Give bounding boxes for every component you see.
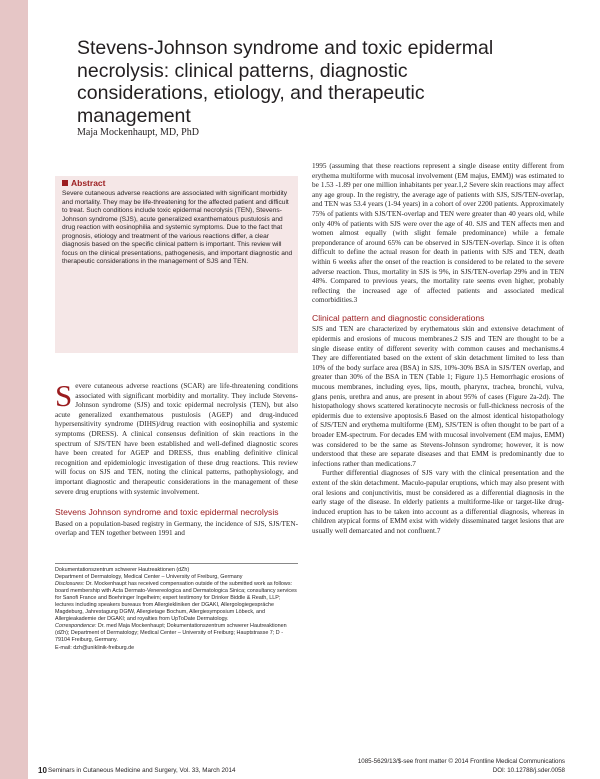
page-number: 10	[38, 766, 47, 775]
square-bullet-icon	[62, 180, 68, 186]
disclosures-label: Disclosures:	[55, 581, 85, 588]
section1-paragraph: Based on a population-based registry in Germany, the incidence of SJS, SJS/TEN-overlap and TEN together between 1991 and	[55, 519, 298, 538]
footnote-email: E-mail: dzh@uniklinik-freiburg.de	[55, 644, 135, 651]
footnotes	[55, 567, 298, 652]
abstract-heading	[62, 178, 105, 188]
footnote-correspondence	[55, 623, 298, 644]
footer-right	[330, 758, 565, 775]
abstract-heading-label: Abstract	[71, 178, 106, 188]
left-column	[55, 378, 298, 539]
issn-line: 1085-5629/13/$-see front matter © 2014 Frontline Medical Communications	[357, 758, 565, 765]
footnote-affiliation-2: Department of Dermatology, Medical Center – University of Freiburg, Germany	[55, 574, 243, 581]
correspondence-label: Correspondence:	[55, 623, 97, 630]
right-paragraph-2: SJS and TEN are characterized by erythematous skin and extensive detachment of epidermis and erosions of mucous membranes.2 SJS and TEN are thought to be a single disease entity of different severity with common causes and mechanisms.4 They are differentiated based on the extent of skin detachment limited to less than 10% of the body surface area (BSA) in SJS, 10%-30% BSA in SJS/TEN overlap, and greater than 30% of the BSA in TEN (Table 1; Figure 1).5 Hemorrhagic erosions of mucous membranes, including eyes, lips, mouth, pharynx, trachea, bronchi, vulva, glans penis, urethra and anus, are present in about 95% of cases (Figure 2a-2d). The histopathology shows scattered keratinocyte necrosis or full-thickness necrosis of the epidermis due to extensive apoptosis.6 Based on the almost identical histopathology of SJS/TEN and erythema multiforme (EM), SJS/TEN is often thought to be part of a broader EM-spectrum. For decades EM with mucosal involvement (EM majus, EMM) was considered to be the same as Stevens-Johnson syndrome; however, it is now understood that these are separate diseases and that EMM is predominantly due to infections rather than medications.7	[312, 325, 564, 468]
decorative-sidebar	[0, 0, 28, 779]
section-heading-sjs-ten: Stevens Johnson syndrome and toxic epidermal necrolysis	[55, 507, 279, 518]
correspondence-text: Dr. med Maja Mockenhaupt; Dokumentationszentrum schwerer Hautreaktionen (dZh); Department of Dermatology; Medical Center – University of Freiburg; Hauptstrasse 7; D - 79104 Freiburg, Germany.	[55, 623, 287, 644]
author-name: Maja Mockenhaupt, MD, PhD	[77, 127, 199, 138]
footnote-disclosures	[55, 581, 298, 623]
footnote-affiliation-1: Dokumentationszentrum schwerer Hautreaktionen (dZh)	[55, 567, 190, 573]
doi-line: DOI: 10.12788/j.sder.0058	[492, 766, 565, 774]
intro-text: evere cutaneous adverse reactions (SCAR) are life-threatening conditions associated with significant morbidity and mortality. They include Stevens-Johnson syndrome (SJS) and toxic epidermal necrolysis (TEN), but also acute generalized exanthematous pustulosis (AGEP) and drug-induced hypersensitivity syndrome (DIHS)/drug reaction with eosinophilia and systemic symptoms (DRESS). A clinical consensus definition of skin reactions in the spectrum of SJS/TEN have been established and well-defined diagnostic scores have been created for AGEP and DRESS, thus enabling definitive clinical recognition and epidemiologic investigation of these drug reactions. This review will focus on SJS and TEN, noting the clinical patterns, pathophysiology, and important diagnostic and therapeutic considerations in the management of these severe drug eruptions with systemic involvement.	[55, 382, 298, 496]
journal-name: Seminars in Cutaneous Medicine and Surgery, Vol. 33, March 2014	[48, 767, 236, 774]
section-heading-clinical: Clinical pattern and diagnostic considerations	[312, 312, 485, 323]
intro-paragraph	[55, 378, 298, 497]
footnote-divider	[55, 563, 298, 564]
drop-cap: S	[55, 378, 73, 413]
abstract-text: Severe cutaneous adverse reactions are associated with significant morbidity and mortality. They may be life-threatening for the affected patient and difficult to treat. Such conditions include toxic epidermal necrolysis (TEN), Stevens-Johnson syndrome (SJS), acute generalized exanthematous pustulosis and drug reaction with eosinophilia and systemic symptoms. Due to the fact that prognosis, etiology and treatment of the various reactions differ, a clear diagnosis based on the specific clinical pattern is important. This review will focus on the clinical presentations, pathogenesis, and important diagnostic and therapeutic considerations in the management of SJS and TEN.	[62, 190, 293, 266]
right-column	[312, 162, 564, 536]
article-title: Stevens-Johnson syndrome and toxic epidermal necrolysis: clinical patterns, diagnostic considerations, etiology, and therapeutic management	[77, 37, 494, 127]
right-paragraph-3: Further differential diagnoses of SJS vary with the clinical presentation and the extent of the skin detachment. Maculo-papular eruptions, which may also present with oral lesions and conjunctivitis, must be considered as a differential diagnosis in the early stage of the disease. In elderly patients a multiforme-like or target-like drug-induced eruption has to be taken into account as a differential diagnosis, whereas in children atypical forms of EMM exist with widely disseminated target lesions that are usually well demarcated and not confluent.7	[312, 469, 564, 535]
right-paragraph-1: 1995 (assuming that these reactions represent a single disease entity different from erythema multiforme with mucosal involvement (EM majus, EMM)) was estimated to be 1.53 -1.89 per one million inhabitants per year.1,2 Severe skin reactions may affect any age group. In the registry, the average age of patients with SJS, SJS/TEN-overlap, and TEN was 53.4 years (1-94 years) in a cohort of over 2200 patients. Approximately 75% of patients with SJS/TEN-overlap and TEN were greater than 40 years old, while only 40% of patients with SJS were over the age of 40. SJS and TEN affects men and women almost equally (with slight female predominance) while a female preponderance of around 65% can be observed in SJS/TEN-overlap. Since it is often difficult to define the actual reason for death in patients with SJS and TEN, death within 6 weeks after the onset of the reaction is considered to be related to the severe adverse reaction. Thus, mortality in SJS is 9%, in SJS/TEN-overlap 29% and in TEN 48%. Compared to previous years, the mortality rate seems even higher, probably reflecting the increased age of affected patients and associated medical comorbidities.3	[312, 162, 564, 305]
disclosures-text: Dr. Mockenhaupt has received compensation outside of the submitted work as follows: board membership with Acta Dermato-Venereologica and Dermatologica Sinica; consultancy services for Sanofi France and Boehringer Ingelheim; expert testimony for Drinker Biddle & Reath, LLP; lectures including speakers bureaus from Allergiekliniken der DGAKI, Allergologiegespräche Magdeburg, Jahrestagung DGfW, Allergietage Bochum, Allergiesymposium Löbeck, and Allergieakademie der DGAKI; and royalties from UpToDate Dermatology.	[55, 581, 297, 623]
